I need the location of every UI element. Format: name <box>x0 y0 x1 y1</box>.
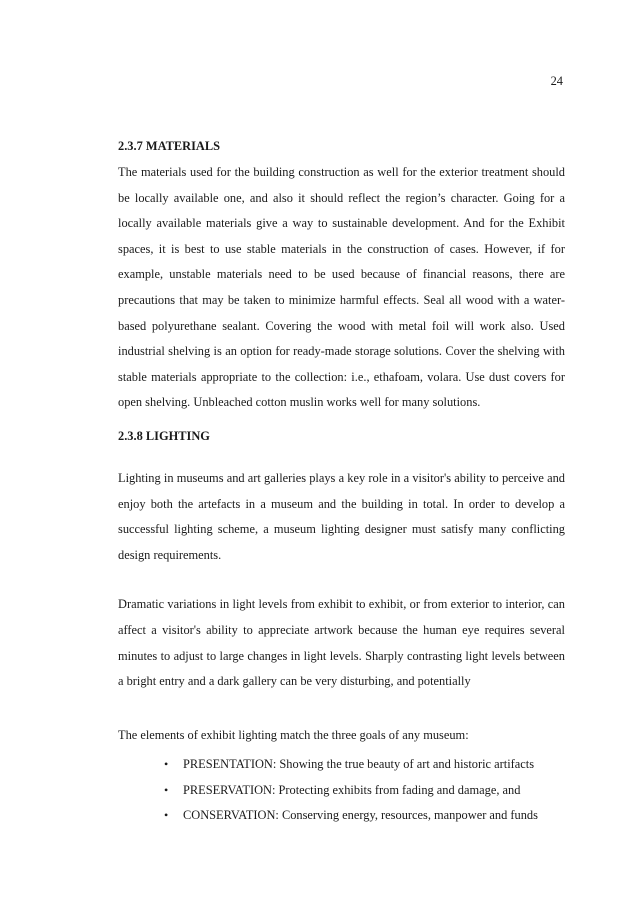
materials-paragraph: The materials used for the building construction as well for the exterior treatment should be locally available one, and also it should reflect the region’s character. Going for a locally available materials give a way to sustainable development. And for the Exhibit spaces, it is best to use stable materials in the construction of cases. However, if for example, unstable materials need to be used because of financial reasons, there are precautions that may be taken to minimize harmful effects. Seal all wood with a water-based polyurethane sealant. Covering the wood with metal foil will work also. Used industrial shelving is an option for ready-made storage solutions. Cover the shelving with stable materials appropriate to the collection: i.e., ethafoam, volara. Use dust covers for open shelving. Unbleached cotton muslin works well for many solutions. <box>118 165 565 410</box>
list-item-text: PRESERVATION: Protecting exhibits from fading and damage, and <box>183 782 521 797</box>
section-heading-materials: 2.3.7 MATERIALS <box>118 139 221 153</box>
list-item <box>164 778 565 804</box>
bullet-icon: • <box>164 757 169 772</box>
bullet-icon: • <box>164 808 169 823</box>
list-item-text: PRESENTATION: Showing the true beauty of art and historic artifacts <box>183 757 535 772</box>
list-item <box>164 752 565 778</box>
lighting-paragraph-1: Lighting in museums and art galleries plays a key role in a visitor's ability to perceive and enjoy both the artefacts in a museum and the building in total. In order to develop a successful lighting scheme, a museum lighting designer must satisfy many conflicting design requirements. <box>118 470 565 562</box>
section-heading-lighting: 2.3.8 LIGHTING <box>118 428 210 443</box>
bullet-icon: • <box>164 782 169 797</box>
lighting-paragraph-2: Dramatic variations in light levels from exhibit to exhibit, or from exterior to interior, can affect a visitor's ability to appreciate artwork because the human eye requires several minutes to adjust to large changes in light levels. Sharply contrasting light levels between a bright entry and a dark gallery can be very disturbing, and potentially <box>118 597 565 689</box>
list-item-text: CONSERVATION: Conserving energy, resources, manpower and funds <box>183 808 538 823</box>
museum-goals-list <box>118 752 565 829</box>
page-number: 24 <box>550 74 563 88</box>
list-item <box>164 803 565 829</box>
page-content <box>118 136 565 829</box>
lighting-paragraph-3: The elements of exhibit lighting match the three goals of any museum: <box>118 727 469 742</box>
